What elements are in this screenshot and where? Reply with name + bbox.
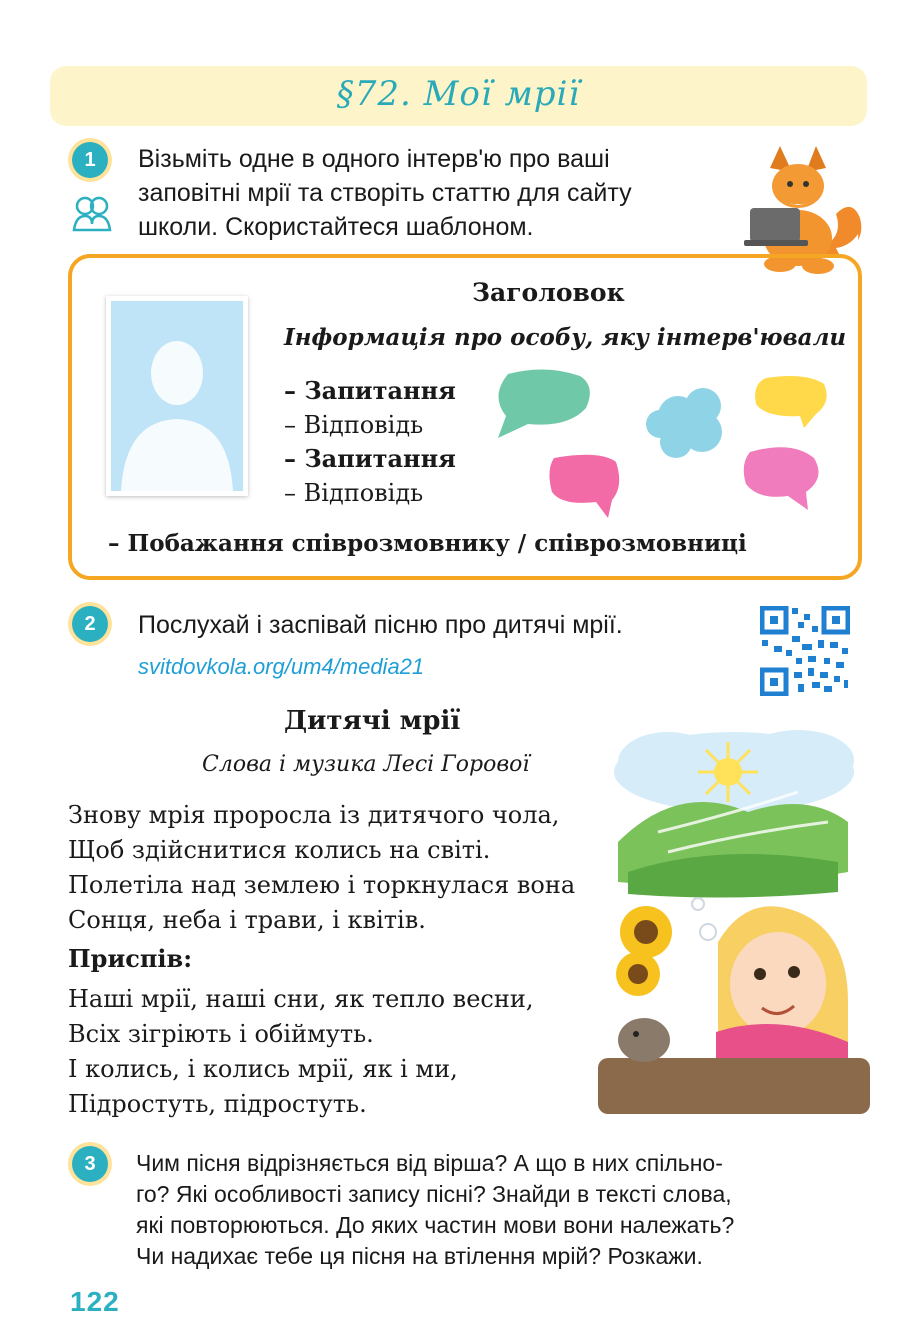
refrain-line: І колись, і колись мрії, як і ми,	[68, 1055, 458, 1083]
template-question: – Запитання	[284, 444, 456, 473]
refrain-label: Приспів:	[68, 944, 193, 973]
template-heading: Заголовок	[472, 278, 625, 307]
refrain-line: Підростуть, підростуть.	[68, 1090, 367, 1118]
template-answer: – Відповідь	[284, 411, 424, 439]
song-author: Слова і музика Лесі Горової	[202, 752, 530, 777]
verse-line: Полетіла над землею і торкнулася вона	[68, 871, 576, 899]
refrain-line: Наші мрії, наші сни, як тепло весни,	[68, 985, 534, 1013]
speech-bubble-icon	[498, 369, 590, 438]
speech-bubble-icon	[744, 447, 819, 510]
speech-bubble-icon	[549, 455, 619, 518]
task-3-line: Чи надихає тебе ця пісня на втілення мрій? Розкажи.	[136, 1243, 703, 1269]
verse-line: Сонця, неба і трави, і квітів.	[68, 906, 426, 934]
task-2-badge: 2	[72, 606, 108, 642]
template-question: – Запитання	[284, 376, 456, 405]
song-title: Дитячі мрії	[284, 706, 461, 736]
template-answer: – Відповідь	[284, 479, 424, 507]
verse-line: Знову мрія проросла із дитячого чола,	[68, 801, 560, 829]
cloud-bubble-icon	[646, 388, 722, 458]
pair-work-icon	[70, 194, 114, 234]
task-3-line: го? Які особливості запису пісні? Знайди в тексті слова,	[136, 1181, 732, 1207]
task-1-line: заповітні мрії та створіть статтю для сайту	[138, 179, 632, 207]
speech-bubble-icon	[755, 376, 827, 428]
task-3-line: які повторюються. До яких частин мови вони належать?	[136, 1212, 735, 1238]
dreaming-girl-illustration	[598, 722, 870, 1122]
task-3-badge: 3	[72, 1146, 108, 1182]
hamster-icon	[618, 1018, 670, 1062]
task-3-line: Чим пісня відрізняється від вірша? А що в них спільно-	[136, 1150, 723, 1176]
task-1-line: школи. Скористайтеся шаблоном.	[138, 213, 534, 241]
media-link[interactable]: svitdovkola.org/um4/media21	[138, 654, 425, 679]
template-info: Інформація про особу, яку інтерв'ювали	[284, 324, 847, 351]
refrain-line: Всіх зігріють і обіймуть.	[68, 1020, 374, 1048]
sunflower-icon	[616, 906, 672, 996]
song-refrain	[68, 982, 533, 1122]
task-2-text: Послухай і заспівай пісню про дитячі мрії.	[138, 611, 623, 639]
sun-icon	[698, 742, 758, 802]
template-qa-list	[284, 374, 456, 510]
task-1-line: Візьміть одне в одного інтерв'ю про ваші	[138, 145, 610, 173]
page-number: 122	[70, 1286, 120, 1317]
song-verse	[68, 798, 575, 938]
speech-bubbles-decoration	[488, 366, 838, 526]
task-3-text	[136, 1148, 734, 1272]
verse-line: Щоб здійснитися колись на світі.	[68, 836, 491, 864]
person-silhouette-icon	[111, 301, 243, 491]
task-1-badge: 1	[72, 142, 108, 178]
template-wish: – Побажання співрозмовнику / співрозмовниці	[108, 530, 747, 557]
page-title: §72. Мої мрії	[336, 74, 581, 114]
photo-placeholder	[106, 296, 248, 496]
task-1-text	[138, 142, 632, 244]
qr-code-icon[interactable]	[760, 606, 850, 696]
